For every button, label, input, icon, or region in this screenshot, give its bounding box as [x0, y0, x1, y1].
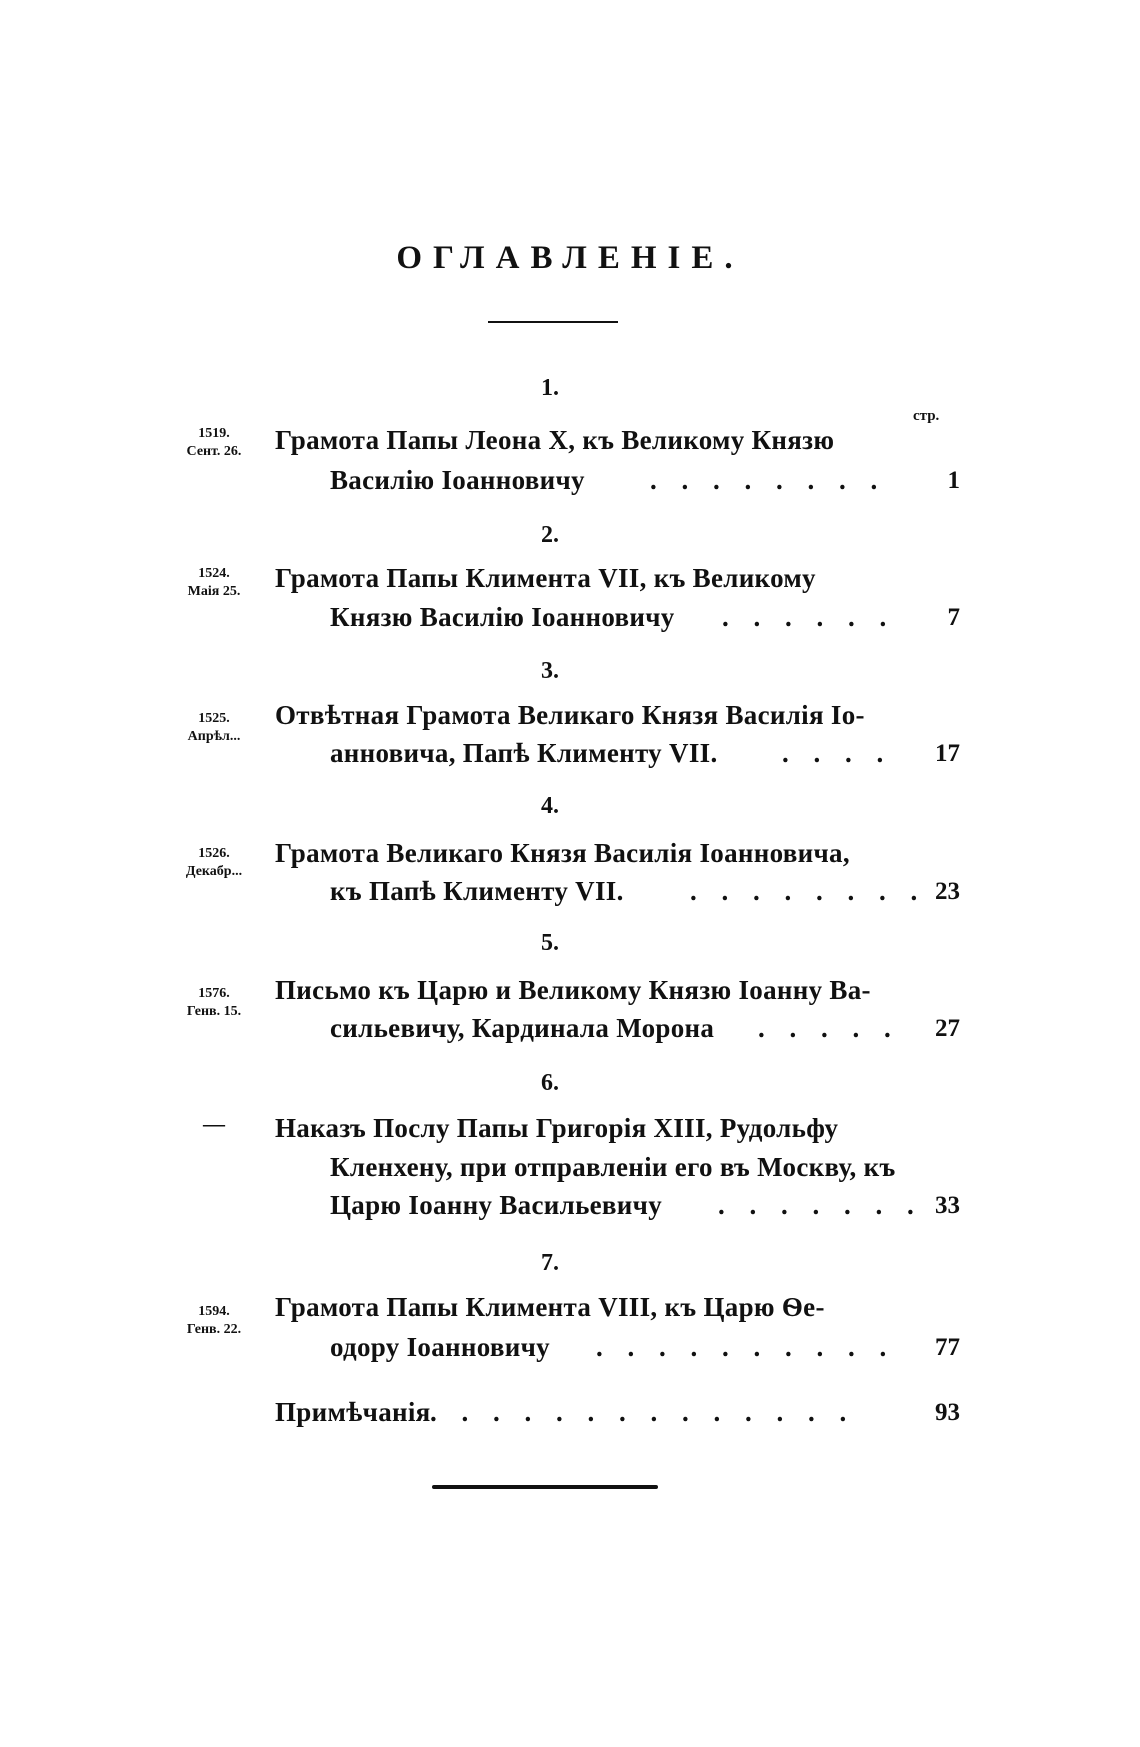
entry-number: 5.: [541, 930, 559, 956]
entry-text-line: Василію Іоанновичу: [330, 465, 585, 495]
entry-page: 77: [935, 1334, 960, 1361]
entry-day: Апрѣл...: [187, 729, 241, 744]
notes-page: 93: [935, 1399, 960, 1426]
entry-number: 1.: [541, 375, 559, 401]
entry-text-line: къ Папѣ Клименту VII.: [330, 876, 624, 906]
entry-text-line: Грамота Папы Леона X, къ Великому Князю: [275, 425, 835, 455]
entry-page: 1: [947, 467, 960, 494]
entry-page: 33: [935, 1192, 960, 1219]
leader-dots: . . . . . . . . . .: [596, 1332, 896, 1362]
entry-year: —: [203, 1111, 225, 1136]
entry-date: [150, 425, 278, 461]
leader-dots: . . . . . . . .: [690, 876, 927, 906]
entry-text-line: Грамота Папы Климента VIII, къ Царю Ѳе-: [275, 1292, 825, 1322]
title-rule: [488, 321, 618, 323]
entry-date: [150, 710, 278, 746]
entry-date: [150, 1303, 278, 1339]
entry-text-line: Царю Іоанну Васильевичу: [330, 1190, 662, 1220]
page-column-label: стр.: [913, 408, 940, 424]
entry-number: 6.: [541, 1070, 559, 1096]
entry-text-line: Грамота Папы Климента VII, къ Великому: [275, 563, 816, 593]
entry-text-line: Кленхену, при отправленіи его въ Москву, къ: [330, 1152, 896, 1182]
entry-text-line: Князю Василію Іоанновичу: [330, 602, 675, 632]
entry-year: 1576.: [198, 986, 230, 1001]
entry-date: [150, 565, 278, 601]
entry-page: 23: [935, 878, 960, 905]
entry-year: 1519.: [198, 426, 230, 441]
leader-dots: . . . .: [782, 738, 893, 768]
entry-number: 7.: [541, 1250, 559, 1276]
entry-number: 2.: [541, 522, 559, 548]
leader-dots: . . . . . . . . . . . . . .: [430, 1397, 856, 1427]
bottom-rule: [432, 1485, 658, 1489]
entry-text-line: сильевичу, Кардинала Морона: [330, 1013, 715, 1043]
entry-text-line: анновича, Папѣ Клименту VII.: [330, 738, 718, 768]
entry-day: Генв. 15.: [186, 1004, 242, 1019]
entry-number: 3.: [541, 658, 559, 684]
entry-day: Декабр...: [185, 864, 243, 879]
entry-date: [150, 1111, 278, 1136]
entry-page: 27: [935, 1015, 960, 1042]
leader-dots: . . . . . . . .: [650, 465, 887, 495]
entry-text-line: одору Іоанновичу: [330, 1332, 550, 1362]
entry-date: [150, 845, 278, 881]
entry-text-line: Грамота Великаго Князя Василія Іоанновича,: [275, 838, 850, 868]
entry-text-line: Наказъ Послу Папы Григорія XIII, Рудольфу: [275, 1113, 839, 1143]
entry-day: Генв. 22.: [186, 1322, 242, 1337]
entry-day: Сент. 26.: [186, 444, 242, 459]
entry-year: 1594.: [198, 1304, 230, 1319]
entry-page: 7: [947, 604, 960, 631]
notes-label: Примѣчанія: [275, 1397, 431, 1427]
leader-dots: . . . . . . .: [718, 1190, 923, 1220]
entry-number: 4.: [541, 793, 559, 819]
page-title: ОГЛАВЛЕНІЕ.: [396, 240, 744, 276]
leader-dots: . . . . .: [758, 1013, 900, 1043]
entry-date: [150, 985, 278, 1021]
entry-text-line: Отвѣтная Грамота Великаго Князя Василія Іо-: [275, 700, 865, 730]
entry-year: 1524.: [198, 566, 230, 581]
entry-page: 17: [935, 740, 960, 767]
entry-year: 1525.: [198, 711, 230, 726]
entry-day: Маія 25.: [187, 584, 241, 599]
entry-year: 1526.: [198, 846, 230, 861]
leader-dots: . . . . . .: [722, 602, 896, 632]
entry-text-line: Письмо къ Царю и Великому Князю Іоанну Ва-: [275, 975, 871, 1005]
